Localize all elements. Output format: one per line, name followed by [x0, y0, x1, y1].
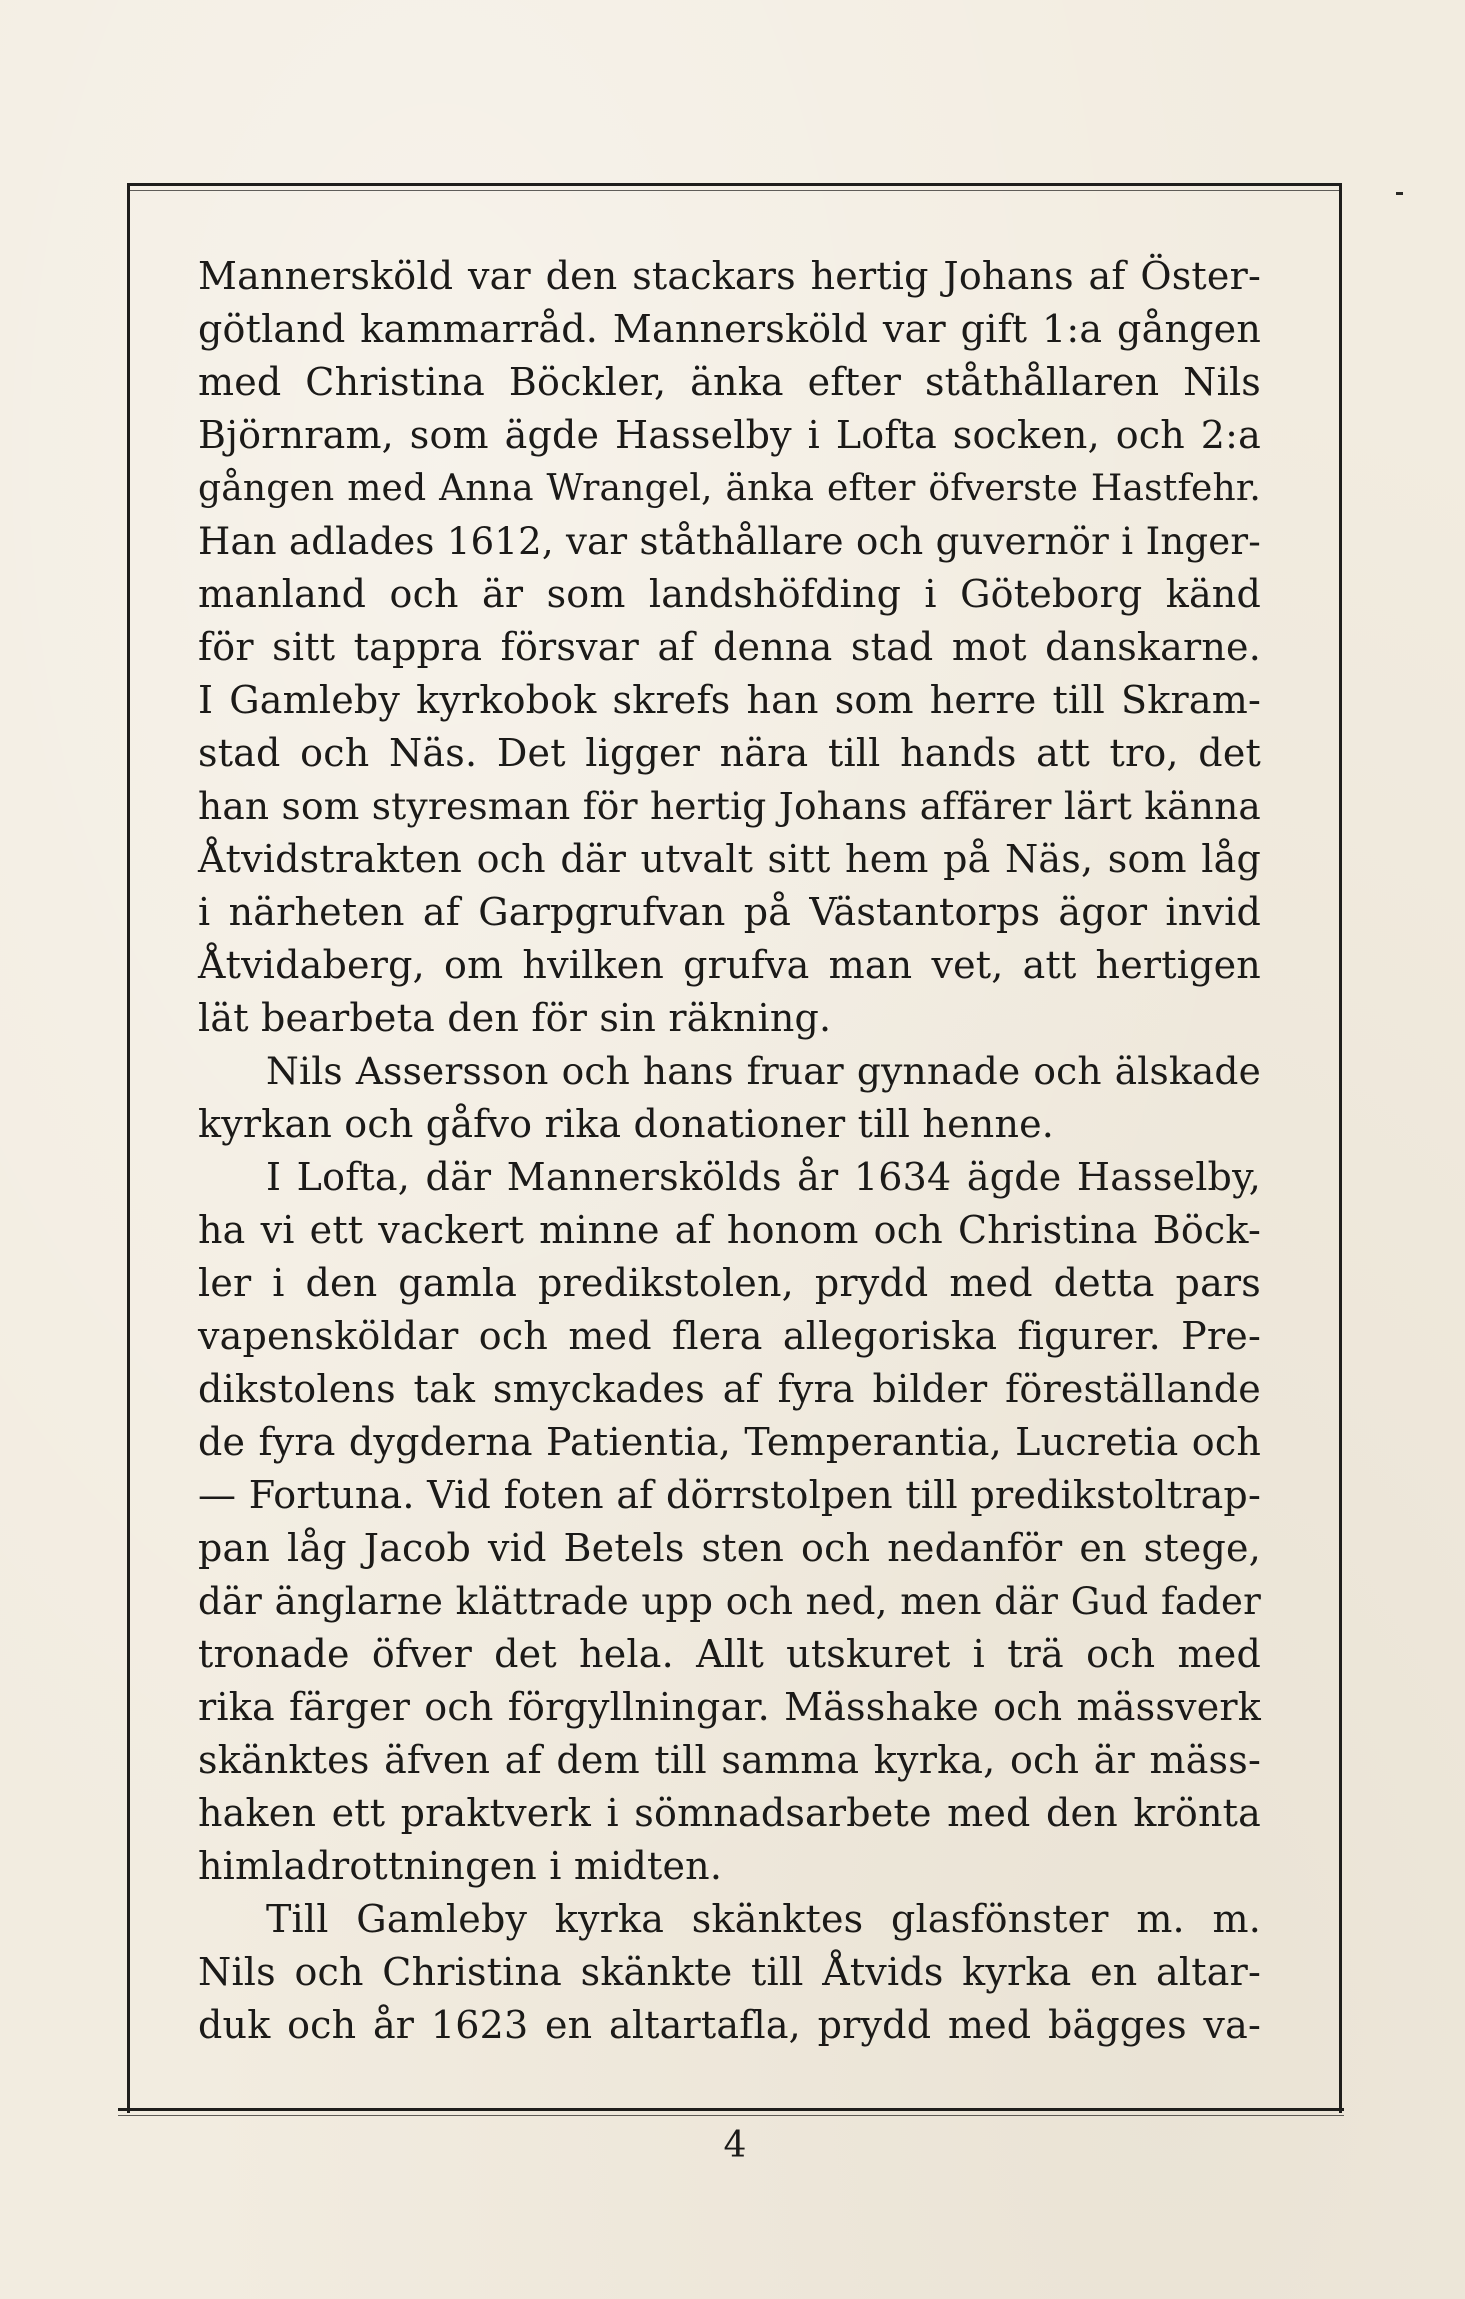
text-line: ha vi ett vackert minne af honom och Christina Böck- — [198, 1208, 1261, 1252]
text-line: Nils Assersson och hans fruar gynnade och älskade — [266, 1049, 1261, 1093]
text-line: himladrottningen i midten. — [198, 1844, 723, 1888]
text-line: lät bearbeta den för sin räkning. — [198, 996, 832, 1040]
text-line: Björnram, som ägde Hasselby i Lofta socken, och 2:a — [198, 413, 1261, 457]
text-line: skänktes äfven af dem till samma kyrka, och är mäss- — [198, 1738, 1261, 1782]
text-line: gången med Anna Wrangel, änka efter öfverste Hastfehr. — [198, 468, 1261, 509]
text-line: dikstolens tak smyckades af fyra bilder föreställande — [198, 1367, 1261, 1411]
text-line: i närheten af Garpgrufvan på Västantorps ägor invid — [198, 890, 1261, 934]
text-line: pan låg Jacob vid Betels sten och nedanför en stege, — [198, 1526, 1261, 1570]
text-line: tronade öfver det hela. Allt utskuret i trä och med — [198, 1632, 1261, 1676]
text-line: götland kammarråd. Mannersköld var gift 1:a gången — [198, 307, 1261, 351]
text-line: haken ett praktverk i sömnadsarbete med den krönta — [198, 1791, 1261, 1835]
margin-mark — [1396, 192, 1403, 195]
text-line: de fyra dygderna Patientia, Temperantia, Lucretia och — [198, 1420, 1261, 1464]
text-line: duk och år 1623 en altartafla, prydd med bägges va- — [198, 2003, 1261, 2047]
text-line: Åtvidstrakten och där utvalt sitt hem på Näs, som låg — [198, 837, 1261, 881]
text-line: ler i den gamla predikstolen, prydd med detta pars — [198, 1261, 1261, 1305]
top-border-rule-inner — [127, 190, 1342, 191]
text-line: I Lofta, där Mannerskölds år 1634 ägde Hasselby, — [266, 1155, 1261, 1199]
text-line: där änglarne klättrade upp och ned, men där Gud fader — [198, 1580, 1261, 1623]
text-line: Till Gamleby kyrka skänktes glasfönster m. m. — [266, 1897, 1261, 1941]
bottom-border-rule — [118, 2108, 1344, 2111]
text-line: — Fortuna. Vid foten af dörrstolpen till predikstoltrap- — [198, 1473, 1261, 1517]
text-line: kyrkan och gåfvo rika donationer till henne. — [198, 1102, 1055, 1146]
right-border-rule — [1339, 183, 1342, 2113]
text-line: för sitt tappra försvar af denna stad mot danskarne. — [198, 625, 1261, 669]
text-line: rika färger och förgyllningar. Mässhake och mässverk — [198, 1685, 1261, 1729]
text-line: han som styresman för hertig Johans affärer lärt känna — [198, 784, 1261, 828]
bottom-border-rule-inner — [118, 2115, 1344, 2116]
text-line: vapensköldar och med flera allegoriska figurer. Pre- — [198, 1314, 1261, 1358]
left-border-rule — [127, 183, 130, 2113]
text-line: Nils och Christina skänkte till Åtvids kyrka en altar- — [198, 1950, 1261, 1994]
text-line: med Christina Böckler, änka efter ståthållaren Nils — [198, 360, 1261, 404]
text-line: Mannersköld var den stackars hertig Johans af Öster- — [198, 254, 1261, 298]
top-border-rule — [127, 183, 1342, 186]
text-line: I Gamleby kyrkobok skrefs han som herre till Skram- — [198, 678, 1261, 722]
text-line: Åtvidaberg, om hvilken grufva man vet, att hertigen — [198, 943, 1261, 987]
text-line: manland och är som landshöfding i Göteborg känd — [198, 572, 1261, 616]
text-line: Han adlades 1612, var ståthållare och guvernör i Inger- — [198, 520, 1261, 563]
text-line: stad och Näs. Det ligger nära till hands att tro, det — [198, 731, 1261, 775]
page-number: 4 — [723, 2125, 747, 2166]
